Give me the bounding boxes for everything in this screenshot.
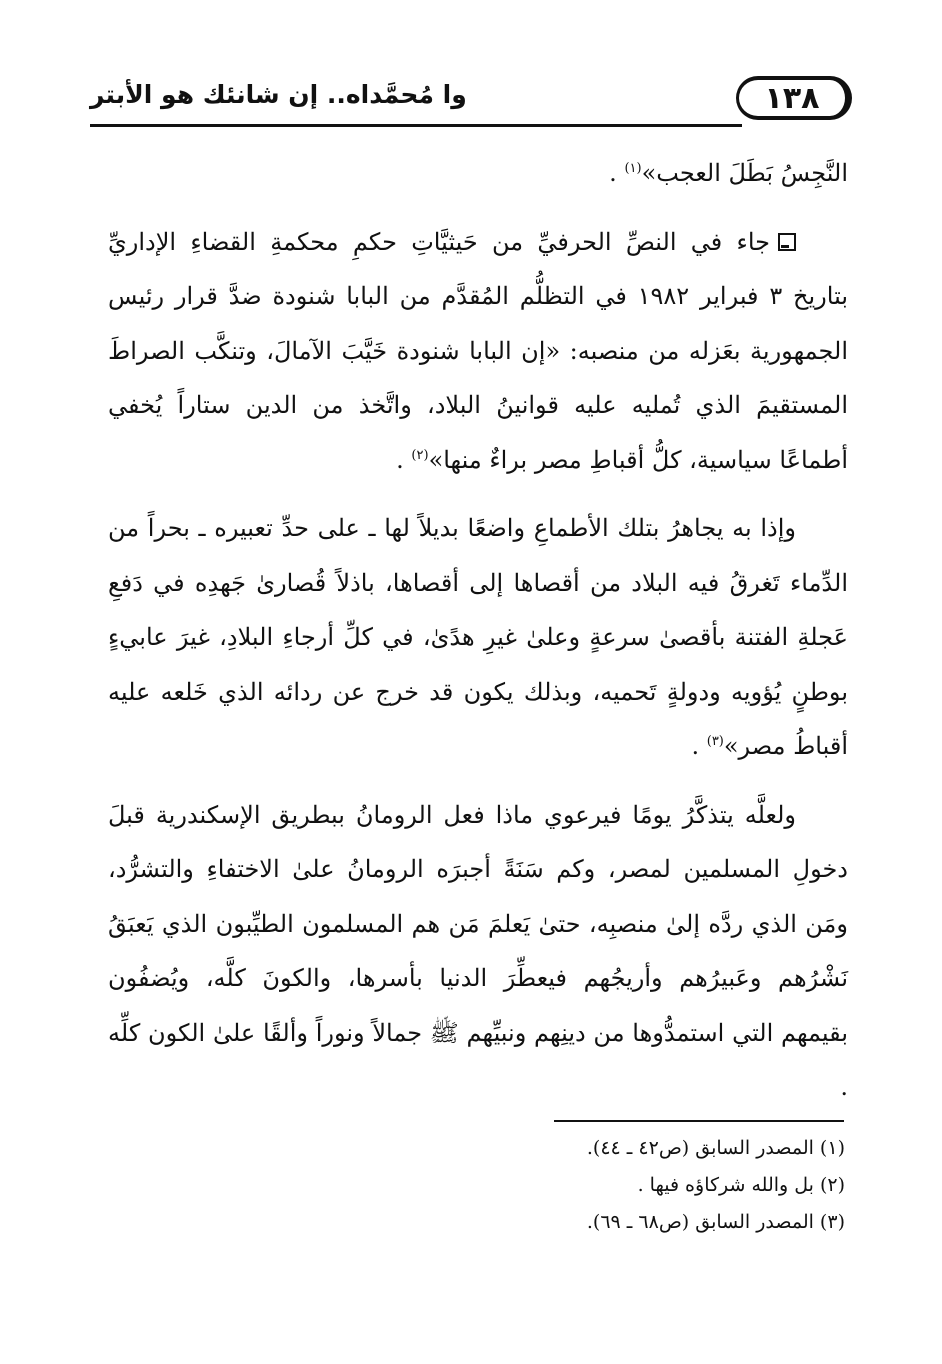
header-rule	[90, 124, 742, 127]
footnote-3: (٣) المصدر السابق (ص٦٨ ـ ٦٩).	[586, 1211, 845, 1233]
paragraph-tail: .	[691, 732, 707, 760]
paragraph-tail: .	[840, 1073, 848, 1101]
page-header	[90, 62, 852, 132]
square-bullet-icon	[778, 233, 796, 251]
footnote-marker: (١)	[624, 161, 642, 176]
paragraph-tail: .	[609, 159, 625, 187]
footnotes	[300, 1130, 845, 1241]
paragraph-tail: .	[396, 445, 412, 474]
paragraph-continuation	[108, 146, 848, 201]
footnote-2: (٢) بل والله شركاؤه فيها .	[637, 1174, 845, 1196]
paragraph-text: النَّجِسُ بَطَلَ العجب»	[641, 159, 848, 187]
paragraph-ambitions	[108, 501, 848, 774]
page-number: ١٣٨	[736, 76, 852, 120]
running-title: وا مُحمَّداه.. إن شانئك هو الأبتر	[90, 80, 467, 109]
paragraph-text: جاء في النصِّ الحرفيِّ من حَيثيَّاتِ حكمِ محكمةِ القضاءِ الإداريِّ بتاريخ ٣ فبراير ١٩٨٢ في التظلُّم المُقدَّم من البابا شنودة ضدَّ قرار رئيس الجمهورية بعَزله من منصبه: «إن البابا شنودة خَيَّبَ الآمالَ، وتنكَّب الصراطَ المستقيمَ الذي تُمليه عليه قوانينُ البلاد، واتَّخذ من الدين ستاراً يُخفي أطماعًا سياسية، كلُّ أقباطِ مصر براءٌ منها»	[108, 227, 849, 474]
paragraph-romans	[108, 788, 848, 1115]
footnote-separator	[554, 1120, 844, 1122]
main-text	[108, 146, 848, 1129]
footnote-1: (١) المصدر السابق (ص٤٢ ـ ٤٤).	[586, 1137, 845, 1159]
paragraph-text: وإذا به يجاهرُ بتلك الأطماعِ واضعًا بديلاً لها ـ على حدِّ تعبيره ـ بحراً من الدِّماء تَغرقُ فيه البلاد من أقصاها إلى أقصاها، باذلاً قُصارىٰ جَهدِه في دَفعِ عَجلةِ الفتنة بأقصىٰ سرعةٍ وعلىٰ غيرِ هدًىٰ، في كلِّ أرجاءِ البلادِ، غيرَ عابيءٍ بوطنٍ يُؤويه ودولةٍ تَحميه، وبذلك يكون قد خرج عن ردائه الذي خَلعه عليه أقباطُ مصر»	[108, 514, 848, 760]
footnote-marker: (٢)	[411, 447, 429, 463]
paragraph-court-ruling	[108, 215, 848, 488]
paragraph-text: ولعلَّه يتذكَّرُ يومًا فيرعوي ماذا فعل الرومانُ ببطريق الإسكندرية قبلَ دخولِ المسلمين لمصر، وكم سَنَةً أجبرَه الرومانُ علىٰ الاختفاءِ والتشرُّد، ومَن الذي ردَّه إلىٰ منصبِه، حتىٰ يَعلمَ مَن هم المسلمون الطيِّبون الذي يَعبَقُ نَشْرُهم وعَبيرُهم وأريجُهم فيعطِّرَ الدنيا بأسرها، والكونَ كلَّه، ويُضفُون بقيمهم التي استمدُّوها من دينِهم ونبيِّهم ﷺ جمالاً ونوراً وألقًا علىٰ الكون كلِّه	[108, 800, 848, 1047]
footnote-marker: (٣)	[706, 734, 724, 749]
